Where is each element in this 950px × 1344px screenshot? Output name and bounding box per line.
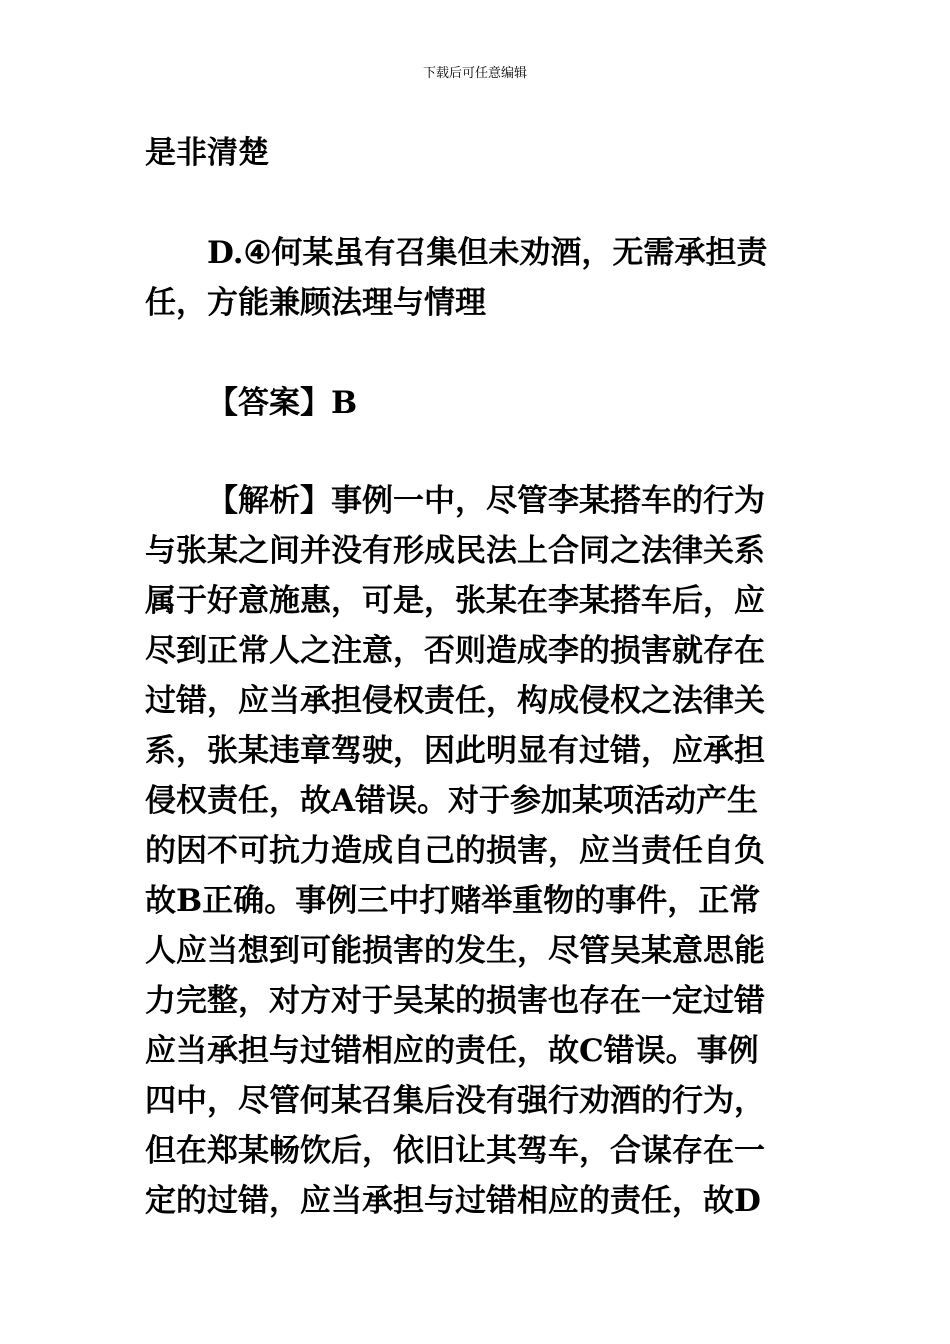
- text-line: 过错，应当承担侵权责任，构成侵权之法律关: [145, 683, 765, 719]
- text-line: 与张某之间并没有形成民法上合同之法律关系: [145, 533, 765, 569]
- text-line: 是非清楚: [145, 135, 269, 171]
- text-line: 的因不可抗力造成自己的损害，应当责任自负: [145, 833, 765, 869]
- text-line: 任，方能兼顾法理与情理: [145, 285, 486, 321]
- text-line: 力完整，对方对于吴某的损害也存在一定过错: [145, 983, 765, 1019]
- text-line: 系，张某违章驾驶，因此明显有过错，应承担: [145, 733, 765, 769]
- answer: [145, 378, 810, 428]
- text-line: 【答案】B: [207, 385, 358, 421]
- paragraph-continuation: [145, 128, 810, 178]
- option-d: [145, 228, 810, 328]
- analysis: [145, 476, 810, 1226]
- text-line: 但在郑某畅饮后，依旧让其驾车，合谋存在一: [145, 1133, 765, 1169]
- text-line: 定的过错，应当承担与过错相应的责任，故D: [145, 1183, 761, 1219]
- text-line: 应当承担与过错相应的责任，故C错误。事例: [145, 1033, 759, 1069]
- text-line: 四中，尽管何某召集后没有强行劝酒的行为，: [145, 1083, 765, 1119]
- text-line: 故B正确。事例三中打赌举重物的事件，正常: [145, 883, 761, 919]
- text-line: 侵权责任，故A错误。对于参加某项活动产生: [145, 783, 759, 819]
- text-line: 属于好意施惠，可是，张某在李某搭车后，应: [145, 583, 765, 619]
- text-line: D.④何某虽有召集但未劝酒，无需承担责: [207, 235, 768, 271]
- text-line: 【解析】事例一中，尽管李某搭车的行为: [207, 483, 765, 519]
- page-header: 下载后可任意编辑: [422, 66, 527, 81]
- text-line: 人应当想到可能损害的发生，尽管吴某意思能: [145, 933, 765, 969]
- text-line: 尽到正常人之注意，否则造成李的损害就存在: [145, 633, 765, 669]
